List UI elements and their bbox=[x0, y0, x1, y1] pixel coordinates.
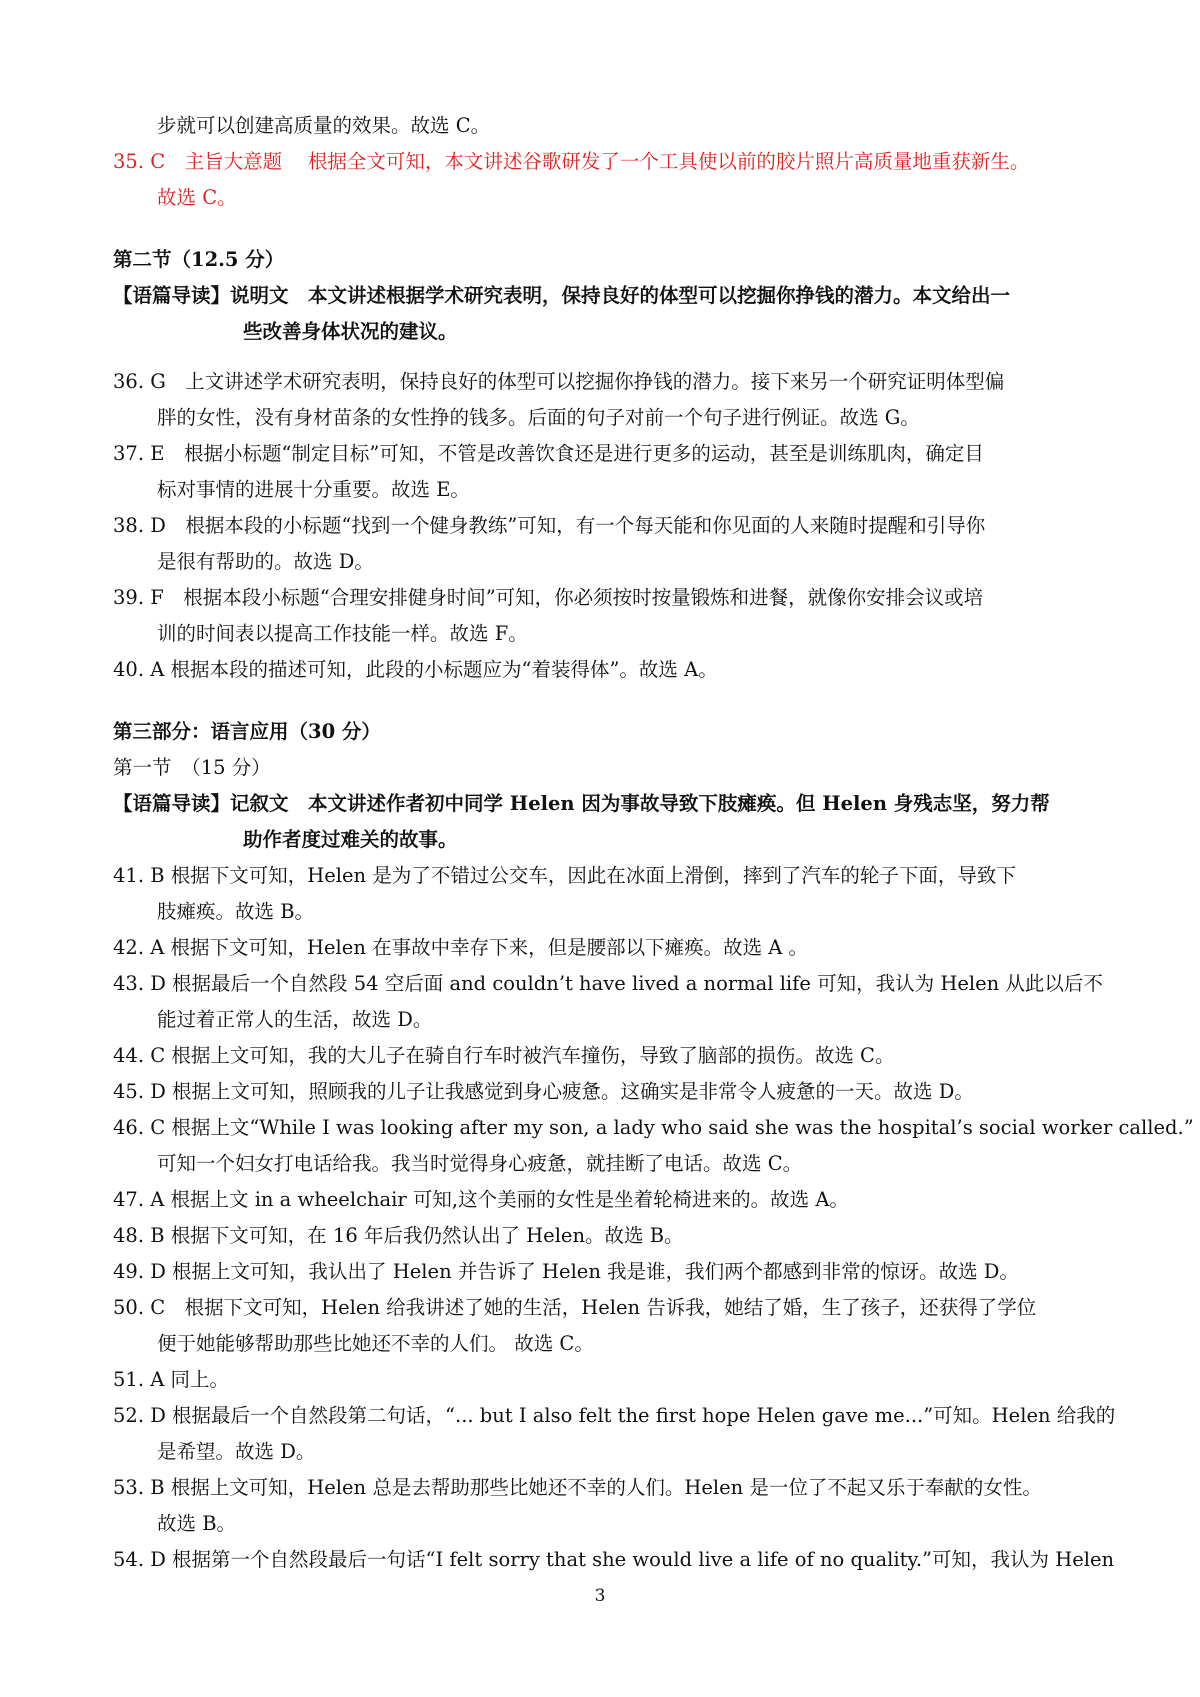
answer-50-cont: 便于她能够帮助那些比她还不幸的人们。 故选 C。 bbox=[157, 1332, 594, 1355]
answer-52: 52. D 根据最后一个自然段第二句话，“... but I also felt the first hope Helen gave me...”可知。Helen 给我的 bbox=[113, 1404, 1116, 1427]
section-heading: 第二节（12.5 分） bbox=[113, 248, 285, 271]
answer-46: 46. C 根据上文“While I was looking after my son, a lady who said she was the hospital’s social worker called.” bbox=[113, 1116, 1194, 1139]
answer-35: 35. C 主旨大意题 根据全文可知，本文讲述谷歌研发了一个工具使以前的胶片照片高质量地重获新生。 bbox=[113, 150, 1030, 173]
answer-48: 48. B 根据下文可知，在 16 年后我仍然认出了 Helen。故选 B。 bbox=[113, 1224, 684, 1247]
part-heading: 第三部分：语言应用（30 分） bbox=[113, 720, 381, 743]
reading-guide: 【语篇导读】记叙文 本文讲述作者初中同学 Helen 因为事故导致下肢瘫痪。但 Helen 身残志坚，努力帮 bbox=[113, 792, 1050, 815]
answer-37-cont: 标对事情的进展十分重要。故选 E。 bbox=[157, 478, 470, 501]
answer-46-cont: 可知一个妇女打电话给我。我当时觉得身心疲惫，就挂断了电话。故选 C。 bbox=[157, 1152, 803, 1175]
answer-52-cont: 是希望。故选 D。 bbox=[157, 1440, 316, 1463]
answer-35-cont: 故选 C。 bbox=[157, 186, 237, 209]
answer-38-cont: 是很有帮助的。故选 D。 bbox=[157, 550, 374, 573]
answer-38: 38. D 根据本段的小标题“找到一个健身教练”可知，有一个每天能和你见面的人来随时提醒和引导你 bbox=[113, 514, 986, 537]
answer-51: 51. A 同上。 bbox=[113, 1368, 229, 1391]
answer-54: 54. D 根据第一个自然段最后一句话“I felt sorry that she would live a life of no quality.”可知，我认为 Helen bbox=[113, 1548, 1115, 1571]
reading-guide: 【语篇导读】说明文 本文讲述根据学术研究表明，保持良好的体型可以挖掘你挣钱的潜力。本文给出一 bbox=[113, 284, 1011, 307]
page-number: 3 bbox=[594, 1586, 606, 1606]
answer-53-cont: 故选 B。 bbox=[157, 1512, 237, 1535]
answer-40: 40. A 根据本段的描述可知，此段的小标题应为“着装得体”。故选 A。 bbox=[113, 658, 718, 681]
reading-guide-cont: 助作者度过难关的故事。 bbox=[243, 828, 458, 851]
subsection-heading: 第一节 （15 分） bbox=[113, 756, 271, 779]
answer-37: 37. E 根据小标题“制定目标”可知，不管是改善饮食还是进行更多的运动，甚至是训练肌肉，确定目 bbox=[113, 442, 984, 465]
answer-36-cont: 胖的女性，没有身材苗条的女性挣的钱多。后面的句子对前一个句子进行例证。故选 G。 bbox=[157, 406, 920, 429]
answer-45: 45. D 根据上文可知，照顾我的儿子让我感觉到身心疲惫。这确实是非常令人疲惫的一天。故选 D。 bbox=[113, 1080, 974, 1103]
answer-41: 41. B 根据下文可知，Helen 是为了不错过公交车，因此在冰面上滑倒，摔到了汽车的轮子下面，导致下 bbox=[113, 864, 1016, 887]
answer-39-cont: 训的时间表以提高工作技能一样。故选 F。 bbox=[157, 622, 528, 645]
answer-50: 50. C 根据下文可知，Helen 给我讲述了她的生活，Helen 告诉我，她结了婚，生了孩子，还获得了学位 bbox=[113, 1296, 1037, 1319]
text-line: 步就可以创建高质量的效果。故选 C。 bbox=[157, 114, 491, 137]
answer-43-cont: 能过着正常人的生活，故选 D。 bbox=[157, 1008, 433, 1031]
answer-36: 36. G 上文讲述学术研究表明，保持良好的体型可以挖掘你挣钱的潜力。接下来另一个研究证明体型偏 bbox=[113, 370, 1005, 393]
answer-39: 39. F 根据本段小标题“合理安排健身时间”可知，你必须按时按量锻炼和进餐，就像你安排会议或培 bbox=[113, 586, 984, 609]
answer-43: 43. D 根据最后一个自然段 54 空后面 and couldn’t have lived a normal life 可知，我认为 Helen 从此以后不 bbox=[113, 972, 1103, 995]
answer-49: 49. D 根据上文可知，我认出了 Helen 并告诉了 Helen 我是谁，我们两个都感到非常的惊讶。故选 D。 bbox=[113, 1260, 1019, 1283]
reading-guide-cont: 些改善身体状况的建议。 bbox=[243, 320, 458, 343]
answer-47: 47. A 根据上文 in a wheelchair 可知,这个美丽的女性是坐着轮椅进来的。故选 A。 bbox=[113, 1188, 849, 1211]
page-content bbox=[113, 108, 1194, 1578]
answer-44: 44. C 根据上文可知，我的大儿子在骑自行车时被汽车撞伤，导致了脑部的损伤。故选 C。 bbox=[113, 1044, 895, 1067]
answer-53: 53. B 根据上文可知，Helen 总是去帮助那些比她还不幸的人们。Helen 是一位了不起又乐于奉献的女性。 bbox=[113, 1476, 1042, 1499]
answer-41-cont: 肢瘫痪。故选 B。 bbox=[157, 900, 315, 923]
answer-42: 42. A 根据下文可知，Helen 在事故中幸存下来，但是腰部以下瘫痪。故选 A 。 bbox=[113, 936, 809, 959]
